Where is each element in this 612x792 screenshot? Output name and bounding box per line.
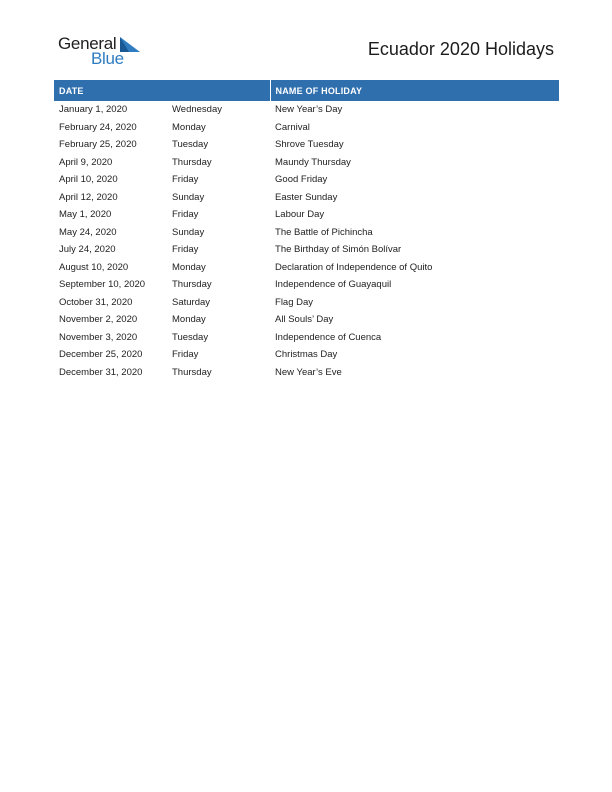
holiday-date-cell: July 24, 2020 (59, 244, 116, 256)
holiday-weekday-cell: Friday (172, 244, 199, 256)
holiday-weekday-cell: Tuesday (172, 139, 209, 151)
holiday-name-cell: Declaration of Independence of Quito (275, 261, 433, 273)
holiday-date-cell: May 24, 2020 (59, 226, 117, 238)
table-row (54, 224, 559, 242)
holiday-weekday-cell: Sunday (172, 226, 205, 238)
date-column-header: DATE (54, 80, 270, 101)
holiday-weekday-cell: Sunday (172, 191, 205, 203)
table-row (54, 119, 559, 137)
table-row (54, 364, 559, 382)
holiday-weekday-cell: Tuesday (172, 331, 209, 343)
table-row (54, 259, 559, 277)
holiday-name-cell: Maundy Thursday (275, 156, 351, 168)
holiday-name-cell: All Souls’ Day (275, 314, 334, 326)
holiday-name-cell: Independence of Guayaquil (275, 279, 392, 291)
table-row (54, 276, 559, 294)
holiday-date-cell: January 1, 2020 (59, 104, 128, 116)
holiday-weekday-cell: Friday (172, 209, 199, 221)
holiday-date-cell: April 9, 2020 (59, 156, 113, 168)
table-row (54, 189, 559, 207)
holiday-date-cell: April 10, 2020 (59, 174, 118, 186)
holiday-weekday-cell: Monday (172, 314, 206, 326)
holiday-name-cell: New Year’s Eve (275, 366, 342, 378)
holiday-name-cell: The Birthday of Simón Bolívar (275, 244, 402, 256)
table-body (54, 101, 559, 381)
holiday-date-cell: February 24, 2020 (59, 121, 137, 133)
holiday-weekday-cell: Wednesday (172, 104, 222, 116)
table-row (54, 154, 559, 172)
holiday-date-cell: April 12, 2020 (59, 191, 118, 203)
table-row (54, 206, 559, 224)
holiday-date-cell: November 3, 2020 (59, 331, 138, 343)
holiday-weekday-cell: Saturday (172, 296, 211, 308)
holiday-name-column-header: NAME OF HOLIDAY (270, 80, 559, 101)
holiday-weekday-cell: Thursday (172, 279, 212, 291)
holiday-weekday-cell: Monday (172, 261, 206, 273)
table-row (54, 329, 559, 347)
holiday-weekday-cell: Monday (172, 121, 206, 133)
holiday-name-cell: Labour Day (275, 209, 325, 221)
logo-general-text: General (58, 34, 117, 53)
logo (58, 34, 148, 68)
table-header-row (54, 80, 559, 101)
holiday-name-cell: Carnival (275, 121, 310, 133)
table-row (54, 101, 559, 119)
holiday-name-cell: Independence of Cuenca (275, 331, 382, 343)
holiday-name-cell: Christmas Day (275, 349, 338, 361)
holiday-date-cell: November 2, 2020 (59, 314, 138, 326)
holiday-name-cell: Flag Day (275, 296, 314, 308)
table-row (54, 171, 559, 189)
holiday-weekday-cell: Friday (172, 349, 199, 361)
holiday-weekday-cell: Friday (172, 174, 199, 186)
holidays-table (54, 80, 559, 381)
holiday-date-cell: October 31, 2020 (59, 296, 133, 308)
table-row (54, 136, 559, 154)
holiday-weekday-cell: Thursday (172, 156, 212, 168)
holiday-date-cell: May 1, 2020 (59, 209, 112, 221)
holiday-name-cell: Shrove Tuesday (275, 139, 344, 151)
holiday-name-cell: The Battle of Pichincha (275, 226, 373, 238)
holiday-weekday-cell: Thursday (172, 366, 212, 378)
table-row (54, 294, 559, 312)
logo-blue-text: Blue (91, 49, 124, 68)
holiday-name-cell: New Year’s Day (275, 104, 343, 116)
table-row (54, 241, 559, 259)
holiday-date-cell: December 31, 2020 (59, 366, 143, 378)
holiday-date-cell: December 25, 2020 (59, 349, 143, 361)
holiday-date-cell: February 25, 2020 (59, 139, 137, 151)
table-row (54, 311, 559, 329)
holiday-date-cell: September 10, 2020 (59, 279, 146, 291)
table-row (54, 346, 559, 364)
holiday-date-cell: August 10, 2020 (59, 261, 129, 273)
holiday-name-cell: Easter Sunday (275, 191, 338, 203)
holiday-name-cell: Good Friday (275, 174, 328, 186)
page-title: Ecuador 2020 Holidays (367, 39, 554, 59)
